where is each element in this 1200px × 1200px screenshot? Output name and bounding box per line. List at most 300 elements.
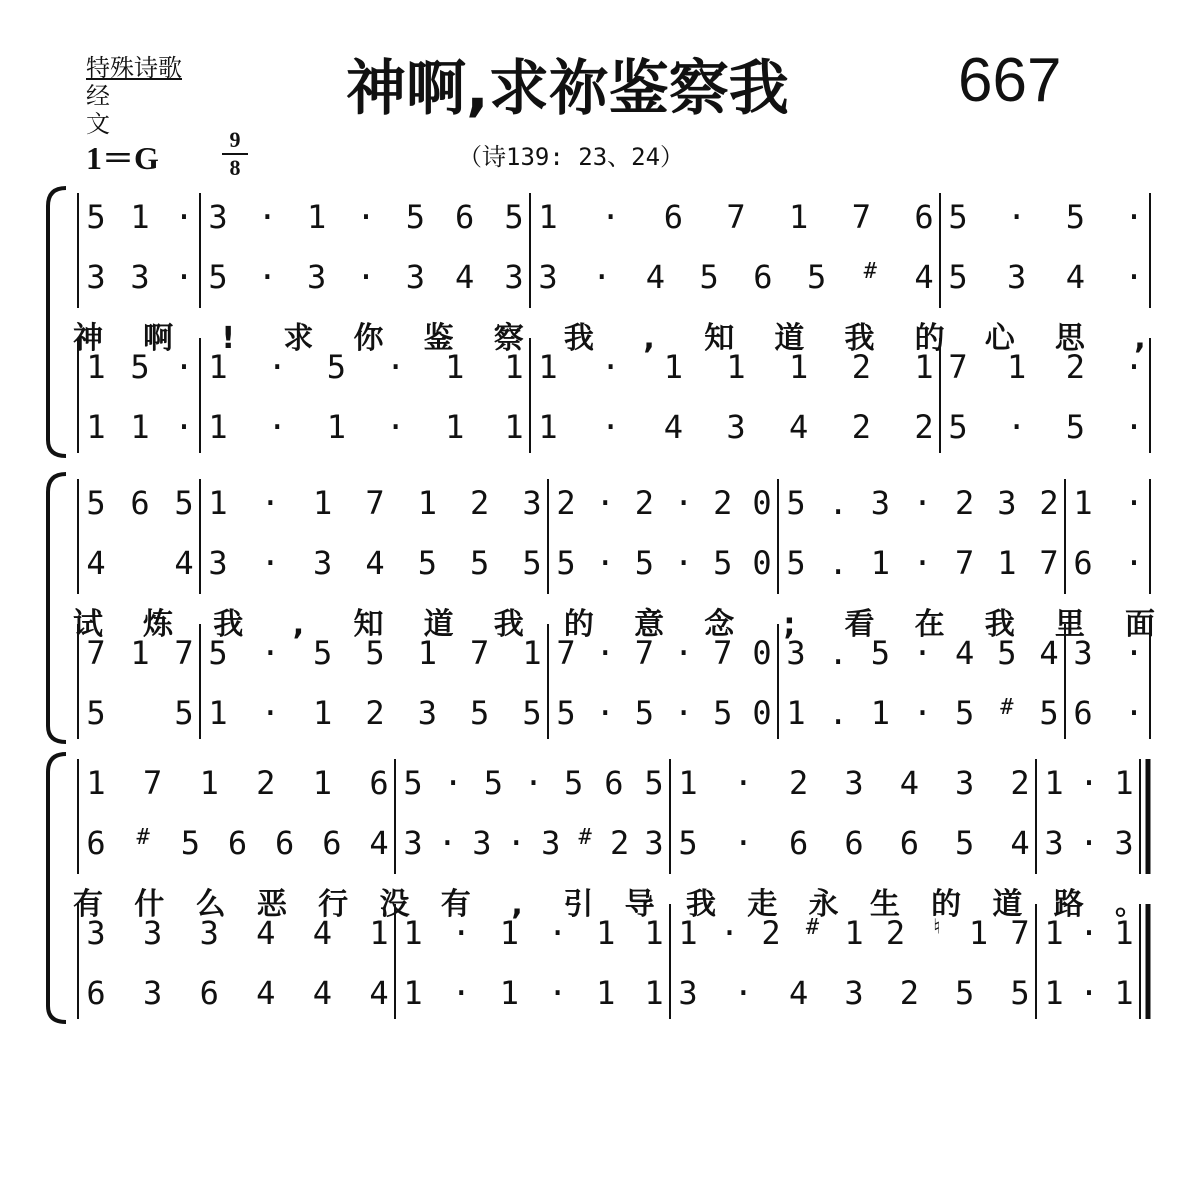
note-numeral: 3 [1114,824,1134,862]
note-numeral: 2 [609,824,630,862]
duration-dot: · [1007,408,1027,446]
note-numeral: 1 [326,408,347,446]
note-numeral: 5 [86,198,106,236]
note-numeral: 1 [86,764,106,802]
note-numeral: 4 [955,634,975,672]
note-numeral: 3 [870,484,890,522]
duration-dot: · [601,198,621,236]
hymn-title: 神啊,求祢鉴察我 [346,54,789,124]
key-signature: 1＝G [86,140,159,176]
note-numeral: 3 [844,764,864,802]
lyric-character: 的 [914,321,945,356]
note-numeral: 4 [789,974,809,1012]
lyric-character: 我 [685,887,716,922]
lyric-character: 察 [493,321,524,356]
note-numeral: 3 [678,974,698,1012]
note-numeral: 1 [726,348,746,386]
note-numeral: 1 [789,348,809,386]
duration-dot: · [260,694,280,732]
note-numeral: 7 [948,348,968,386]
lyric-character: 的 [931,887,962,922]
note-numeral: 1 [596,914,616,952]
note-numeral: 3 [142,974,163,1012]
note-numeral: 1 [870,544,890,582]
note-numeral: 4 [1065,258,1085,296]
note-numeral: 1 [403,974,423,1012]
note-numeral: 1 [504,348,524,386]
note-numeral: 1 [870,694,890,732]
note-numeral: 4 [365,544,385,582]
duration-dot: · [356,198,376,236]
note-numeral: 2 [789,764,809,802]
note-numeral: 1 [313,484,333,522]
lyric-character: 行 [318,887,349,922]
duration-dot: · [260,634,280,672]
note-numeral: 3 [955,764,975,802]
note-numeral: 5 [955,694,975,732]
note-numeral: 6 [604,764,624,802]
note-numeral: 5 [955,824,975,862]
note-numeral: 1 [312,764,333,802]
note-numeral: 5 [365,634,385,672]
note-numeral: 1 [130,634,150,672]
note-numeral: 4 [256,974,276,1012]
note-numeral: 4 [86,544,106,582]
hymn-number: 667 [958,46,1062,115]
sharp-sign: # [578,825,592,850]
note-numeral: 1 [130,198,150,236]
note-numeral: 3 [1073,634,1093,672]
duration-dot: · [595,694,615,732]
note-numeral: 3 [142,914,163,952]
duration-dot: · [523,764,544,802]
lyric-character: 在 [914,607,945,642]
duration-dot: · [260,484,280,522]
lyric-character: 炼 [143,607,174,642]
duration-dot: · [733,824,753,862]
note-numeral: 6 [753,258,773,296]
duration-dot: · [595,544,615,582]
note-numeral: 4 [663,408,683,446]
lyric-character: 意 [634,607,665,642]
sharp-sign: # [136,825,150,850]
note-numeral: 5 [678,824,698,862]
lyric-character: 么 [195,887,226,922]
note-numeral: 6 [899,824,919,862]
duration-dot: · [1079,974,1099,1012]
note-numeral: 3 [844,974,864,1012]
note-numeral: 1 [199,764,219,802]
duration-dot: . [828,484,848,522]
note-numeral: 3 [403,824,423,862]
note-numeral: 5 [483,764,503,802]
note-numeral: 5 [504,198,524,236]
note-numeral: 3 [644,824,664,862]
note-numeral: 1 [968,914,989,952]
lyric-character: , [1134,321,1146,356]
lyric-character: 心 [984,321,1015,356]
note-numeral: 7 [470,634,490,672]
note-numeral: 4 [369,824,389,862]
note-numeral: 4 [1039,634,1059,672]
lyric-character: 永 [808,887,839,922]
lyric-character: 念 [704,607,735,642]
note-numeral: 5 [948,408,968,446]
note-numeral: 6 [1073,694,1093,732]
note-numeral: 6 [914,198,934,236]
meter-top: 9 [229,127,241,152]
duration-dot: · [506,824,526,862]
note-numeral: 1 [1114,764,1134,802]
note-numeral: 5 [1065,198,1085,236]
duration-dot: · [1079,914,1099,952]
lyric-character: ! [221,321,236,356]
note-numeral: 5 [955,974,975,1012]
note-numeral: 3 [86,258,106,296]
note-numeral: 2 [365,694,385,732]
duration-dot: · [673,694,694,732]
note-numeral: 1 [678,764,698,802]
note-numeral: 5 [326,348,347,386]
note-numeral: 1 [844,914,864,952]
scripture-reference: （诗139: 23、24） [458,143,685,171]
note-numeral: 5 [644,764,664,802]
note-numeral: 7 [174,634,194,672]
note-numeral: 4 [369,974,389,1012]
note-numeral: 3 [522,484,542,522]
duration-dot: · [595,484,615,522]
lyric-character: 我 [213,607,244,642]
note-numeral: 1 [786,694,806,732]
duration-dot: · [601,348,621,386]
note-numeral: 1 [499,914,520,952]
note-numeral: 1 [1044,974,1064,1012]
category-line-2: 经文 [86,82,158,138]
lyric-character: 道 [774,321,805,356]
note-numeral: 6 [663,198,683,236]
note-numeral: 1 [1073,484,1093,522]
note-numeral: 5 [1039,694,1059,732]
duration-dot: · [451,974,471,1012]
duration-dot: · [912,634,933,672]
note-numeral: 1 [1044,764,1064,802]
duration-dot: · [673,544,694,582]
lyric-character: 有 [440,887,471,922]
duration-dot: . [828,544,848,582]
duration-dot: · [1124,484,1144,522]
lyric-character: 你 [353,321,384,356]
system-bracket [48,474,66,742]
note-numeral: 3 [208,544,228,582]
system-bracket [48,188,66,456]
note-numeral: 2 [1065,348,1085,386]
note-numeral: 5 [1065,408,1085,446]
note-numeral: 5 [174,484,194,522]
note-numeral: 3 [307,258,327,296]
note-numeral: 3 [504,258,524,296]
note-numeral: 5 [208,258,228,296]
note-numeral: 5 [556,694,576,732]
sharp-sign: # [1000,695,1014,720]
lyric-character: 路 [1053,887,1084,922]
note-numeral: 1 [130,408,150,446]
duration-dot: · [385,348,406,386]
note-numeral: 4 [312,974,333,1012]
note-numeral: 3 [199,914,219,952]
note-numeral: 1 [538,348,558,386]
note-numeral: 4 [899,764,919,802]
note-numeral: 4 [1010,824,1030,862]
duration-dot: · [733,974,753,1012]
duration-dot: · [1007,198,1027,236]
lyric-character: 走 [747,887,778,922]
note-numeral: 5 [180,824,200,862]
lyric-character: 道 [992,887,1023,922]
note-numeral: 6 [86,824,106,862]
note-numeral: 5 [470,694,490,732]
note-numeral: 5 [870,634,890,672]
note-numeral: 5 [713,544,733,582]
note-numeral: 1 [522,634,542,672]
duration-dot: · [595,634,615,672]
lyric-character: 我 [493,607,524,642]
note-numeral: 5 [522,694,542,732]
note-numeral: 3 [313,544,333,582]
note-numeral: 2 [470,484,490,522]
note-numeral: 1 [313,694,333,732]
note-numeral: 3 [786,634,806,672]
lyric-character: 生 [869,887,900,922]
lyric-character: 我 [844,321,875,356]
lyric-character: 有 [73,887,103,922]
note-numeral: 2 [955,484,975,522]
note-numeral: 4 [455,258,475,296]
note-numeral: 1 [499,974,520,1012]
note-numeral: 3 [208,198,228,236]
note-numeral: 1 [678,914,698,952]
duration-dot: · [673,634,694,672]
duration-dot: · [592,258,612,296]
lyric-character: 。 [1115,887,1145,922]
note-numeral: 1 [208,694,228,732]
lyric-character: , [292,607,305,642]
duration-dot: · [451,914,471,952]
note-numeral: 1 [445,348,465,386]
duration-dot: · [267,408,287,446]
note-numeral: 6 [1073,544,1093,582]
note-numeral: 1 [1114,974,1134,1012]
note-numeral: 6 [199,974,219,1012]
duration-dot: · [719,914,740,952]
lyric-character: 看 [844,607,875,642]
note-numeral: 6 [369,764,389,802]
note-numeral: 0 [752,544,772,582]
note-numeral: 2 [899,974,919,1012]
note-numeral: 0 [752,634,772,672]
lyric-character: 的 [563,607,594,642]
note-numeral: 5 [699,258,719,296]
note-numeral: 5 [417,544,437,582]
note-numeral: 1 [1114,914,1134,952]
note-numeral: 1 [663,348,683,386]
lyric-character: 道 [423,607,454,642]
duration-dot: · [733,764,753,802]
note-numeral: 0 [752,484,772,522]
note-numeral: 1 [504,408,524,446]
note-numeral: 2 [634,484,655,522]
note-numeral: 6 [322,824,342,862]
note-numeral: 4 [312,914,333,952]
note-numeral: 3 [130,258,150,296]
note-numeral: 4 [174,544,194,582]
note-numeral: 6 [130,484,150,522]
duration-dot: · [257,258,277,296]
note-numeral: 1 [86,408,106,446]
duration-dot: · [1124,634,1144,672]
sharp-sign: # [863,259,877,284]
note-numeral: 7 [713,634,733,672]
duration-dot: · [260,544,280,582]
note-numeral: 3 [538,258,558,296]
note-numeral: 1 [596,974,616,1012]
note-numeral: 3 [86,914,106,952]
note-numeral: 1 [307,198,327,236]
duration-dot: · [912,484,933,522]
note-numeral: 2 [851,408,871,446]
meter-bottom: 8 [229,155,241,180]
duration-dot: · [601,408,621,446]
note-numeral: 1 [417,634,437,672]
note-numeral: 5 [522,544,542,582]
duration-dot: · [912,694,933,732]
lyric-character: 里 [1054,607,1085,642]
lyric-character: 求 [283,321,314,356]
lyric-character: 恶 [256,887,287,922]
note-numeral: 7 [634,634,655,672]
note-numeral: 4 [789,408,809,446]
note-numeral: 7 [726,198,746,236]
note-numeral: 5 [556,544,576,582]
note-numeral: 1 [369,914,389,952]
note-numeral: 5 [130,348,150,386]
natural-sign: ♮ [930,915,944,940]
lyric-character: 面 [1125,607,1155,642]
note-numeral: 7 [142,764,163,802]
duration-dot: · [912,544,933,582]
duration-dot: · [1124,544,1144,582]
note-numeral: 1 [1044,914,1064,952]
note-numeral: 6 [455,198,475,236]
duration-dot: · [174,348,194,386]
note-numeral: 5 [948,198,968,236]
lyric-character: 知 [353,607,384,642]
duration-dot: · [673,484,694,522]
note-numeral: 1 [86,348,106,386]
duration-dot: · [1079,764,1099,802]
note-numeral: 5 [405,198,425,236]
duration-dot: · [174,198,194,236]
note-numeral: 5 [174,694,194,732]
sharp-sign: # [805,915,820,940]
duration-dot: · [437,824,458,862]
note-numeral: 5 [634,694,655,732]
note-numeral: 1 [445,408,465,446]
duration-dot: · [547,974,568,1012]
note-numeral: 5 [403,764,423,802]
note-numeral: 2 [556,484,576,522]
note-numeral: 2 [914,408,934,446]
note-numeral: 1 [403,914,423,952]
lyric-character: 神 [73,321,103,356]
note-numeral: 5 [786,544,806,582]
note-numeral: 4 [645,258,666,296]
note-numeral: 7 [851,198,871,236]
duration-dot: · [257,198,277,236]
lyric-character: 导 [624,887,655,922]
duration-dot: · [174,258,194,296]
note-numeral: 6 [844,824,864,862]
note-numeral: 3 [405,258,425,296]
note-numeral: 1 [538,408,558,446]
note-numeral: 0 [752,694,772,732]
note-numeral: 3 [472,824,492,862]
lyric-character: 我 [563,321,594,356]
note-numeral: 5 [564,764,584,802]
note-numeral: 1 [644,914,664,952]
lyric-character: ; [783,607,796,642]
lyric-character: 知 [704,321,735,356]
note-numeral: 3 [541,824,561,862]
lyric-character: 什 [134,887,165,922]
note-numeral: 7 [955,544,975,582]
lyric-character: 引 [563,887,594,922]
note-numeral: 5 [806,258,827,296]
duration-dot: · [443,764,463,802]
note-numeral: 5 [1010,974,1030,1012]
note-numeral: 2 [713,484,733,522]
note-numeral: 2 [885,914,906,952]
note-numeral: 3 [1044,824,1064,862]
duration-dot: · [1124,408,1144,446]
note-numeral: 7 [1010,914,1030,952]
lyric-character: 我 [984,607,1015,642]
note-numeral: 1 [997,544,1017,582]
note-numeral: 5 [786,484,806,522]
note-numeral: 1 [208,408,228,446]
lyric-character: 思 [1054,321,1085,356]
duration-dot: · [1124,198,1144,236]
note-numeral: 5 [86,694,106,732]
note-numeral: 1 [644,974,664,1012]
duration-dot: · [1124,348,1144,386]
note-numeral: 3 [417,694,437,732]
note-numeral: 7 [556,634,576,672]
note-numeral: 2 [1039,484,1059,522]
note-numeral: 6 [789,824,809,862]
lyric-character: 没 [379,887,410,922]
note-numeral: 1 [1007,348,1027,386]
duration-dot: . [828,634,848,672]
lyric-character: 试 [73,607,103,642]
note-numeral: 6 [275,824,295,862]
system-bracket [48,754,66,1022]
note-numeral: 1 [538,198,558,236]
duration-dot: · [385,408,406,446]
note-numeral: 2 [256,764,276,802]
note-numeral: 1 [208,348,228,386]
lyric-character: 啊 [143,321,174,356]
duration-dot: · [174,408,194,446]
